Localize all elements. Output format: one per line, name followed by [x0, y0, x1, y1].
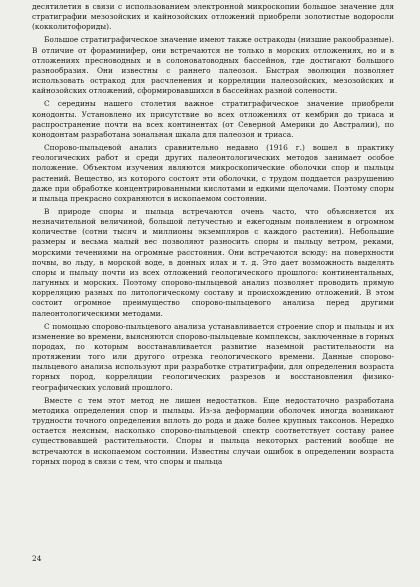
body-text [32, 2, 394, 467]
paragraph: десятилетия в связи с использованием электронной микроскопии большое значение для стратиграфии мезозойских и кайнозойских отложений приобрели золотистые водоросли (кокколитофориды). [32, 2, 394, 32]
paragraph: С помощью спорово-пыльцевого анализа устанавливается строение спор и пыльцы и их изменение во времени, выясняются спорово-пыльцевые комплексы, заключенные в горных породах, по которым восстанавливается развитие наземной растительности на протяжении того или другого отрезка геологического времени. Данные спорово-пыльцевого анализа используют при разработке стратиграфии, для определения возраста горных пород, корреляции геологических разрезов и восстановления физико-географических условий прошлого. [32, 321, 394, 392]
paragraph: Вместе с тем этот метод не лишен недостатков. Еще недостаточно разработана методика определения спор и пыльцы. Из-за деформации оболочек иногда возникают трудности точного определения вплоть до рода и даже более крупных таксонов. Нередко остается неясным, насколько спорово-пыльцевой спектр соответствует составу ранее существовавшей растительности. Споры и пыльца некоторых растений вообще не встречаются в ископаемом состоянии. Известны случаи ошибок в определении возраста горных пород в связи с тем, что споры и пыльца [32, 395, 394, 466]
paragraph: В природе споры и пыльца встречаются очень часто, что объясняется их незначительной величиной, большой летучестью и ежегодным появлением в огромном количестве (сотни тысяч и миллионы экземпляров с каждого растения). Небольшие размеры и весьма малый вес позволяют разносить споры и пыльцу ветром, реками, морскими течениями на огромные расстояния. Они встречаются всюду: на поверхности почвы, во льду, в морской воде, в донных илах и т. д. Это дает возможность выделять споры и пыльцу почти из всех отложений геологического прошлого: континентальных, лагунных и морских. Поэтому спорово-пыльцевой анализ позволяет проводить прямую корреляцию разных по литологическому составу и происхождению отложений. В этом состоит огромное преимущество спорово-пыльцевого анализа перед другими палеонтологическими методами. [32, 206, 394, 318]
paragraph: Большое стратиграфическое значение имеют также остракоды (низшие ракообразные). В отличие от фораминифер, они встречаются не только в морских отложениях, но и в отложениях пресноводных и в солоноватоводных бассейнов, где достигают большого разнообразия. Они известны с раннего палеозоя. Быстрая эволюция позволяет использовать остракод для расчленения и корреляции палеозойских, мезозойских и кайнозойских отложений, сформировавшихся в бассейнах разной солености. [32, 35, 394, 96]
paragraph: Спорово-пыльцевой анализ сравнительно недавно (1916 г.) вошел в практику геологических работ и среди других палеонтологических методов занимает особое положение. Объектом изучения являются микроскопические оболочки спор и пыльцы растений. Вещество, из которого состоят эти оболочки, с трудом поддается разрушению даже при обработке концентрированными кислотами и едкими щелочами. Поэтому споры и пыльца прекрасно сохраняются в ископаемом состоянии. [32, 143, 394, 203]
paragraph: С середины нашего столетия важное стратиграфическое значение приобрели конодонты. Установлено их присутствие во всех отложениях от кембрия до триаса и распространение почти на всех континентах (от Северной Америки до Австралии), по конодонтам разработана зональная шкала для палеозоя и триаса. [32, 99, 394, 139]
page-number: 24 [32, 554, 42, 563]
